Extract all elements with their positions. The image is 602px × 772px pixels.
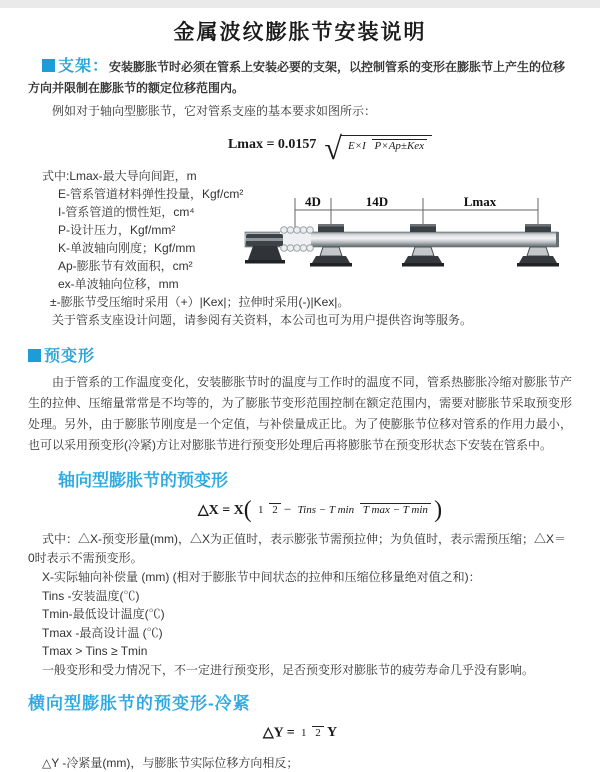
definition-line: ex-单波轴向位移，mm <box>58 277 179 291</box>
support-note-line: 关于管系支座设计问题，请参阅有关资料，本公司也可为用户提供咨询等服务。 <box>52 313 473 327</box>
predeform-paragraph: 由于管系的工作温度变化，安装膨胀节时的温度与工作时的温度不同，管系热膨胀冷缩对膨胀节产生的拉伸、压缩量常常是不均等的，为了膨胀节变形范围控制在额定范围内，需要对膨胀节采取预变形处理。另外，由于膨胀节刚度是一个定值，与补偿量成正比。为了使膨胀节位移对管系的作用力最小，也可以采用预变形(冷紧)方让对膨胀节进行预变形处理后再将膨胀节在预变形状态下安装在管系中。 <box>28 375 572 452</box>
page-top-strip <box>0 0 600 8</box>
definitions-and-diagram <box>28 167 572 311</box>
sqrt-radical <box>324 129 432 166</box>
sqrt-symbol: √ <box>324 130 342 166</box>
dim-label-14d: 14D <box>365 194 389 209</box>
definition-line: 式中:Lmax-最大导向间距，m <box>42 169 197 183</box>
axial-definition-line: Tmax -最高设计温 (℃) <box>42 625 163 640</box>
section-square-icon <box>42 59 55 72</box>
close-paren: ) <box>434 497 443 523</box>
lmax-fraction <box>345 140 427 153</box>
temperature-fraction <box>295 504 431 517</box>
half-numerator: 1 <box>258 504 264 517</box>
temp-denominator: T max − T min <box>360 503 431 516</box>
definition-line: K-单波轴向刚度；Kgf/mm <box>58 241 196 255</box>
dim-label-lmax: Lmax <box>463 194 497 209</box>
open-paren: ( <box>243 497 252 523</box>
lateral-predeform-heading: 横向型膨胀节的预变形-冷紧 <box>28 694 251 713</box>
axial-definition-line: Tmin-最低设计温度(℃) <box>42 607 165 621</box>
half-fraction <box>298 727 324 740</box>
lateral-note-line: △Y -冷紧量(mm)，与膨胀节实际位移方向相反； <box>42 755 299 770</box>
support-section-label: 支架： <box>58 58 110 75</box>
definition-line: P-设计压力，Kgf/mm² <box>58 223 176 237</box>
lmax-formula <box>58 129 602 166</box>
definition-line: ±-膨胀节受压缩时采用（+）|Kex|；拉伸时采用(-)|Kex|。 <box>50 295 350 309</box>
axial-predeform-heading: 轴向型膨胀节的预变形 <box>58 471 228 490</box>
support-example-line: 例如对于轴向型膨胀节，它对管系支座的基本要求如图所示： <box>52 104 377 118</box>
axial-definition-line: 式中：△X-预变形量(mm)，△X为正值时，表示膨张节需预拉伸；为负值时，表示需预压缩；△X＝0时表示不需预变形。 <box>28 532 566 565</box>
section-square-icon <box>28 349 41 362</box>
lmax-fraction-denominator: P×Ap±Kex <box>372 139 428 152</box>
sqrt-radicand <box>340 135 432 155</box>
axial-definition-line: Tins -安装温度(℃) <box>42 588 140 603</box>
half-denominator: 2 <box>269 503 281 516</box>
half-numerator: 1 <box>300 726 307 739</box>
half-fraction <box>255 504 281 517</box>
lateral-formula-lhs: △Y = <box>262 725 295 741</box>
definition-line: I-管系管道的惯性矩，cm⁴ <box>58 205 195 219</box>
temp-numerator: Tins − T min <box>297 504 355 517</box>
pipe-support-diagram <box>243 191 600 291</box>
page-title: 金属波纹膨胀节安装说明 <box>173 21 427 44</box>
axial-formula-lhs: △X = X <box>197 503 244 518</box>
axial-formula <box>48 497 592 524</box>
minus-sign: − <box>284 501 292 517</box>
axial-definition-line: X-实际轴向补偿量 (mm) (相对于膨胀节中间状态的拉伸和压缩位移量绝对值之和)： <box>42 570 481 584</box>
definition-line: E-管系管道材料弹性投量，Kgf/cm² <box>58 187 244 201</box>
axial-definition-line: Tmax > Tins ≥ Tmin <box>42 644 148 658</box>
lmax-formula-lhs: Lmax = 0.0157 <box>227 137 317 152</box>
lmax-fraction-numerator: E×I <box>347 140 366 152</box>
lateral-formula <box>28 724 572 742</box>
predeform-heading <box>28 343 572 366</box>
anchor-support <box>245 234 285 264</box>
pipe-end-cap <box>556 232 559 247</box>
predeform-section-label: 预变形 <box>44 348 96 365</box>
support-intro-text: 安装膨胀节时必须在管系上安装必要的支架，以控制管系的变形在膨胀节上产生的位移方向并限制在膨胀节的额定位移范围内。 <box>28 60 566 95</box>
bellows-icon <box>280 227 313 252</box>
half-denominator: 2 <box>312 726 324 739</box>
lateral-formula-rhs: Y <box>326 725 338 741</box>
support-intro-paragraph <box>28 56 572 99</box>
axial-definition-line: 一般变形和受力情况下，不一定进行预变形，足否预变形对膨胀节的疲劳寿命几乎没有影响。 <box>42 662 535 677</box>
definition-line: Ap-膨胀节有效面积，cm² <box>58 259 193 273</box>
dim-label-4d: 4D <box>305 194 321 209</box>
page-content <box>28 8 572 772</box>
